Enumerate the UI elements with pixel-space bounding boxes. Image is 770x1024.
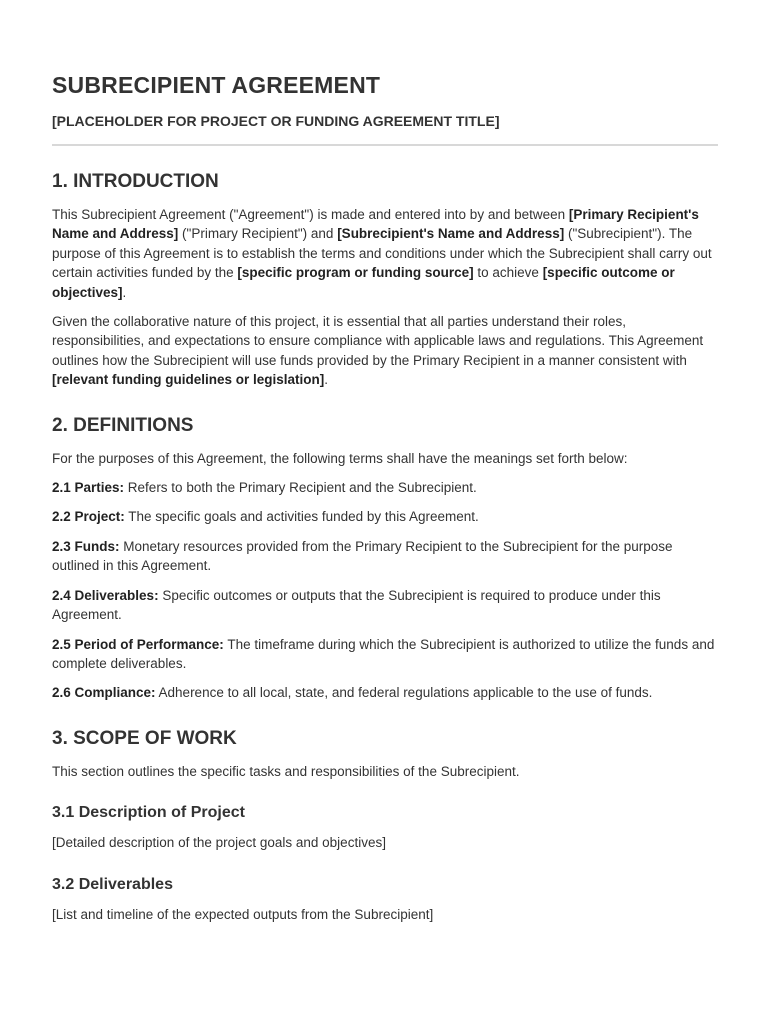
section-definitions (52, 414, 718, 703)
definition-text: The specific goals and activities funded by this Agreement. (124, 509, 479, 525)
definition-item (52, 683, 718, 702)
section-heading-introduction: 1. INTRODUCTION (52, 171, 219, 192)
definition-term: 2.1 Parties: (52, 480, 125, 496)
intro-p1-text-1: This Subrecipient Agreement ("Agreement") is made and entered into by and between (52, 207, 569, 222)
definition-term: 2.5 Period of Performance: (52, 636, 224, 652)
intro-paragraph-1 (52, 205, 718, 302)
intro-p2-text-2: . (324, 372, 329, 388)
guidelines-placeholder: [relevant funding guidelines or legislation] (52, 372, 325, 388)
intro-p1-text-3: ("Subrecipient"). The purpose of this Agreement is to establish the terms and conditions under which the Subrecipient shall carry out certain activities funded by the (52, 226, 712, 281)
document-title: SUBRECIPIENT AGREEMENT (52, 72, 381, 98)
document-subtitle: [PLACEHOLDER FOR PROJECT OR FUNDING AGREEMENT TITLE] (52, 113, 500, 129)
project-description-placeholder: [Detailed description of the project goals and objectives] (52, 835, 386, 851)
definition-item (52, 478, 718, 497)
section-heading-scope: 3. SCOPE OF WORK (52, 727, 237, 749)
definition-item (52, 537, 718, 576)
scope-lead: This section outlines the specific tasks and responsibilities of the Subrecipient. (52, 763, 520, 779)
definition-term: 2.6 Compliance: (52, 685, 156, 701)
primary-recipient-placeholder: [Primary Recipient's Name and Address] (52, 207, 699, 242)
definition-item (52, 635, 718, 674)
title-divider (52, 144, 718, 146)
subrecipient-placeholder: [Subrecipient's Name and Address] (337, 226, 565, 242)
intro-p2-text-1: Given the collaborative nature of this project, it is essential that all parties understand their roles, responsibilities, and expectations to ensure compliance with applicable laws and regulations. This Agreement outlines how the Subrecipient will use funds provided by the Primary Recipient in a manner consistent with (52, 314, 704, 368)
definition-text: Specific outcomes or outputs that the Subrecipient is required to produce under this Agreement. (52, 587, 661, 623)
definition-term: 2.2 Project: (52, 509, 125, 525)
definition-term: 2.4 Deliverables: (52, 587, 159, 603)
intro-p1-text-2: ("Primary Recipient") and (178, 226, 338, 242)
definition-text: The timeframe during which the Subrecipient is authorized to utilize the funds and complete deliverables. (52, 636, 715, 671)
definition-text: Adherence to all local, state, and federal regulations applicable to the use of funds. (155, 685, 653, 701)
section-scope-of-work (52, 727, 718, 924)
subsection-heading-description: 3.1 Description of Project (52, 804, 245, 822)
intro-paragraph-2 (52, 312, 718, 390)
definition-term: 2.3 Funds: (52, 538, 120, 554)
intro-p1-text-4: to achieve (473, 265, 543, 281)
definition-text: Refers to both the Primary Recipient and the Subrecipient. (124, 480, 477, 496)
intro-p1-text-5: . (122, 284, 127, 300)
definition-item (52, 507, 718, 526)
program-placeholder: [specific program or funding source] (237, 265, 474, 281)
definitions-lead: For the purposes of this Agreement, the following terms shall have the meanings set forth below: (52, 450, 628, 466)
outcome-placeholder: [specific outcome or objectives] (52, 265, 675, 300)
deliverables-placeholder: [List and timeline of the expected outputs from the Subrecipient] (52, 906, 434, 922)
section-heading-definitions: 2. DEFINITIONS (52, 414, 194, 436)
section-introduction (52, 170, 718, 390)
definition-text: Monetary resources provided from the Primary Recipient to the Subrecipient for the purpose outlined in this Agreement. (52, 538, 673, 574)
subsection-heading-deliverables: 3.2 Deliverables (52, 875, 173, 893)
definition-item (52, 586, 718, 625)
